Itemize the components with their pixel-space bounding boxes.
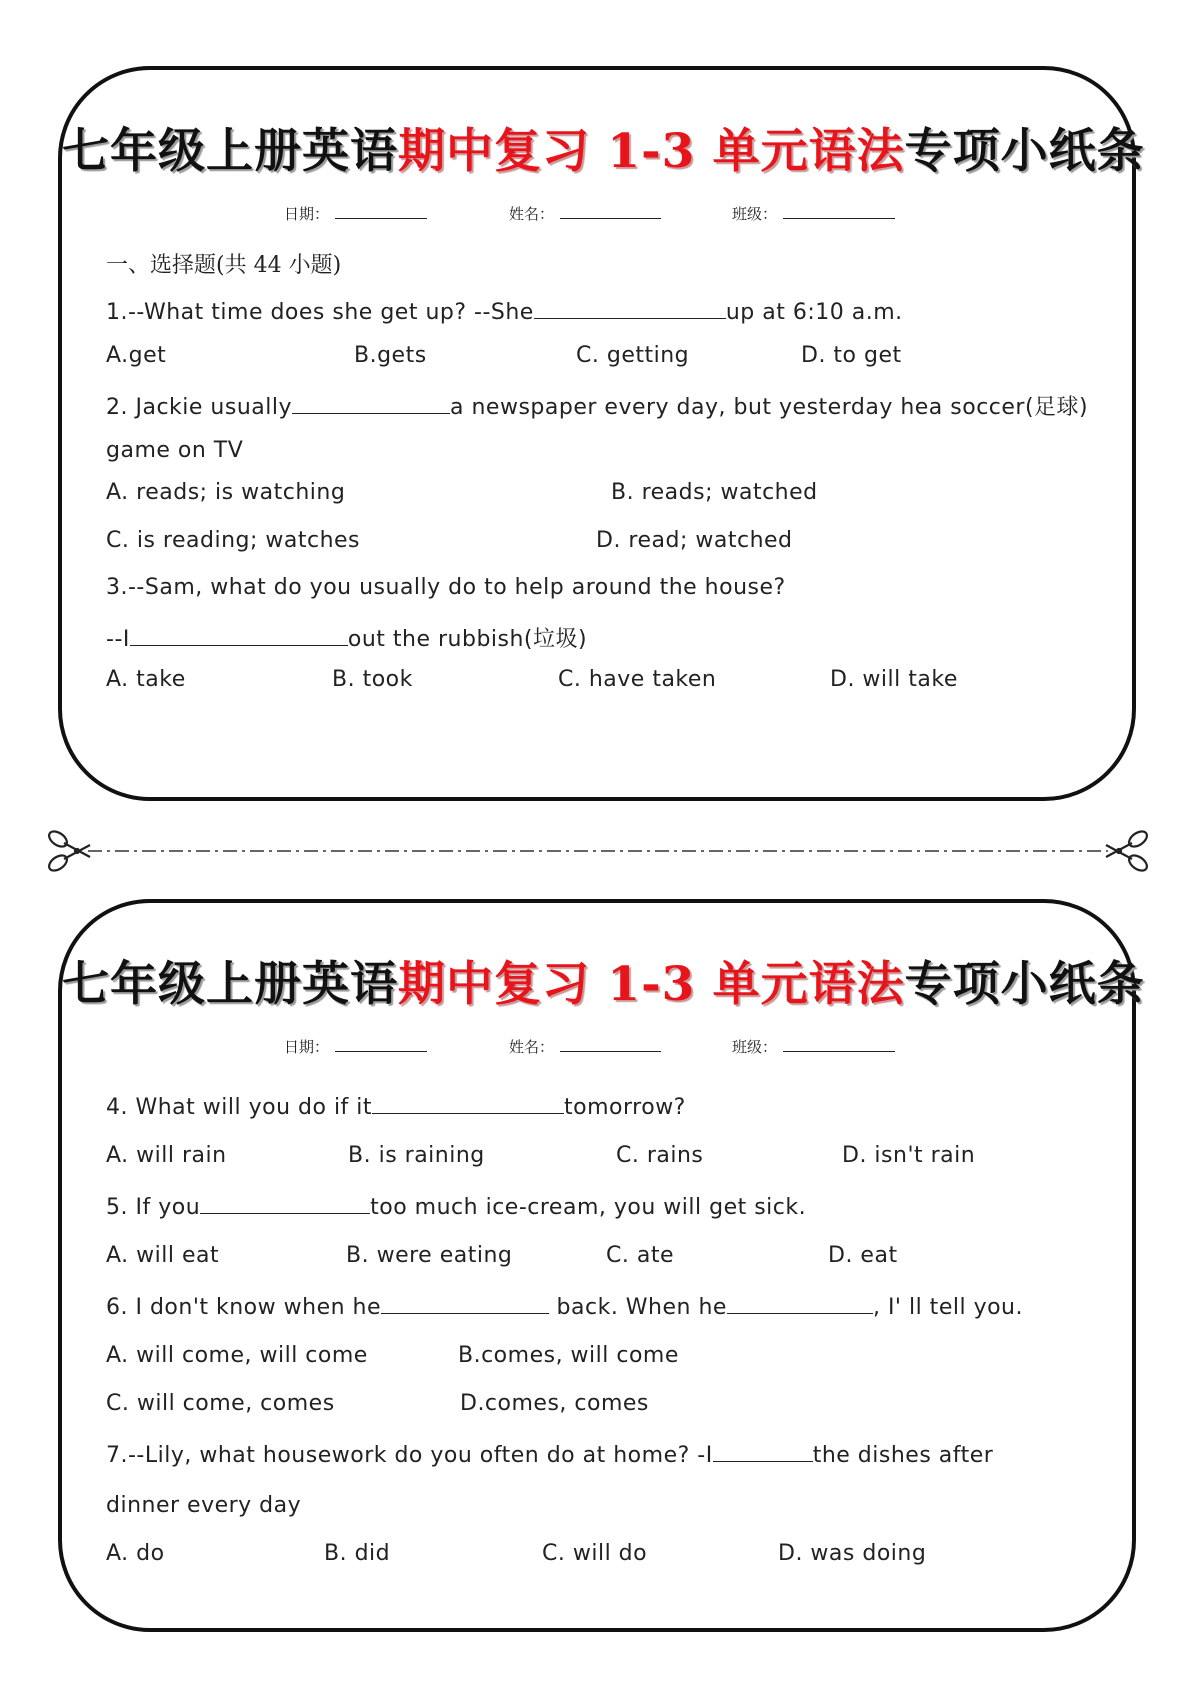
- section-title: 一、选择题(共 44 小题): [106, 253, 342, 278]
- answer-blank[interactable]: [372, 1093, 564, 1114]
- options-6: [106, 1343, 1102, 1443]
- option-c[interactable]: C. getting: [576, 343, 690, 368]
- answer-blank[interactable]: [381, 1293, 549, 1314]
- option-b[interactable]: B. is raining: [348, 1143, 485, 1168]
- question-3: 3.--Sam, what do you usually do to help around the house?: [106, 575, 786, 600]
- answer-blank[interactable]: [534, 298, 726, 319]
- option-b[interactable]: B. did: [324, 1541, 391, 1566]
- info-row: [62, 203, 1132, 231]
- option-c[interactable]: C. rains: [616, 1143, 704, 1168]
- question-1: 1.--What time does she get up? --She up at 6:10 a.m.: [106, 300, 903, 325]
- question-2: 2. Jackie usually a newspaper every day, but yesterday hea soccer(足球): [106, 395, 1089, 420]
- option-c[interactable]: C. is reading; watches: [106, 528, 361, 553]
- option-d[interactable]: D. will take: [830, 667, 958, 692]
- question-6: 6. I don't know when he back. When he , I' ll tell you.: [106, 1295, 1023, 1320]
- question-4: 4. What will you do if it tomorrow?: [106, 1095, 686, 1120]
- option-d[interactable]: D. was doing: [778, 1541, 927, 1566]
- answer-blank[interactable]: [200, 1193, 370, 1214]
- answer-blank[interactable]: [727, 1293, 873, 1314]
- answer-blank[interactable]: [130, 625, 348, 646]
- option-d[interactable]: D. isn't rain: [842, 1143, 976, 1168]
- option-a[interactable]: A. reads; is watching: [106, 480, 346, 505]
- name-field[interactable]: 姓名：: [509, 1036, 661, 1057]
- option-a[interactable]: A. do: [106, 1541, 165, 1566]
- option-d[interactable]: D. read; watched: [596, 528, 793, 553]
- option-b[interactable]: B.gets: [354, 343, 427, 368]
- info-row: [62, 1036, 1132, 1064]
- class-field[interactable]: 班级：: [732, 1036, 895, 1057]
- question-5: 5. If you too much ice-cream, you will get sick.: [106, 1195, 807, 1220]
- option-c[interactable]: C. have taken: [558, 667, 717, 692]
- note-card-2: [58, 899, 1145, 1632]
- option-d[interactable]: D.comes, comes: [460, 1391, 649, 1416]
- answer-blank[interactable]: [713, 1441, 813, 1462]
- option-b[interactable]: B. were eating: [346, 1243, 513, 1268]
- card-title: 七年级上册英语期中复习 1-3 单元语法专项小纸条: [62, 124, 1145, 179]
- option-c[interactable]: C. ate: [606, 1243, 674, 1268]
- cut-line: [44, 826, 1152, 876]
- class-field[interactable]: 班级：: [732, 203, 895, 224]
- option-d[interactable]: D. eat: [828, 1243, 898, 1268]
- option-a[interactable]: A. will come, will come: [106, 1343, 368, 1368]
- scissors-icon: [1106, 828, 1150, 873]
- question-7: 7.--Lily, what housework do you often do at home? -I the dishes after: [106, 1443, 994, 1468]
- question-2-continued: game on TV: [106, 438, 244, 463]
- question-3-answer-line: --I out the rubbish(垃圾): [106, 627, 588, 652]
- question-7-continued: dinner every day: [106, 1493, 302, 1518]
- card-title: 七年级上册英语期中复习 1-3 单元语法专项小纸条: [62, 957, 1145, 1012]
- option-a[interactable]: A. will rain: [106, 1143, 227, 1168]
- option-a[interactable]: A. take: [106, 667, 186, 692]
- date-field[interactable]: 日期：: [284, 1036, 427, 1057]
- option-c[interactable]: C. will come, comes: [106, 1391, 335, 1416]
- option-d[interactable]: D. to get: [801, 343, 902, 368]
- name-field[interactable]: 姓名：: [509, 203, 661, 224]
- option-a[interactable]: A.get: [106, 343, 167, 368]
- option-c[interactable]: C. will do: [542, 1541, 648, 1566]
- scissors-icon: [46, 828, 90, 873]
- options-2: [106, 480, 1102, 580]
- date-field[interactable]: 日期：: [284, 203, 427, 224]
- option-b[interactable]: B. reads; watched: [611, 480, 818, 505]
- option-b[interactable]: B. took: [332, 667, 413, 692]
- option-b[interactable]: B.comes, will come: [458, 1343, 679, 1368]
- note-card-1: [58, 66, 1145, 801]
- option-a[interactable]: A. will eat: [106, 1243, 220, 1268]
- answer-blank[interactable]: [292, 393, 450, 414]
